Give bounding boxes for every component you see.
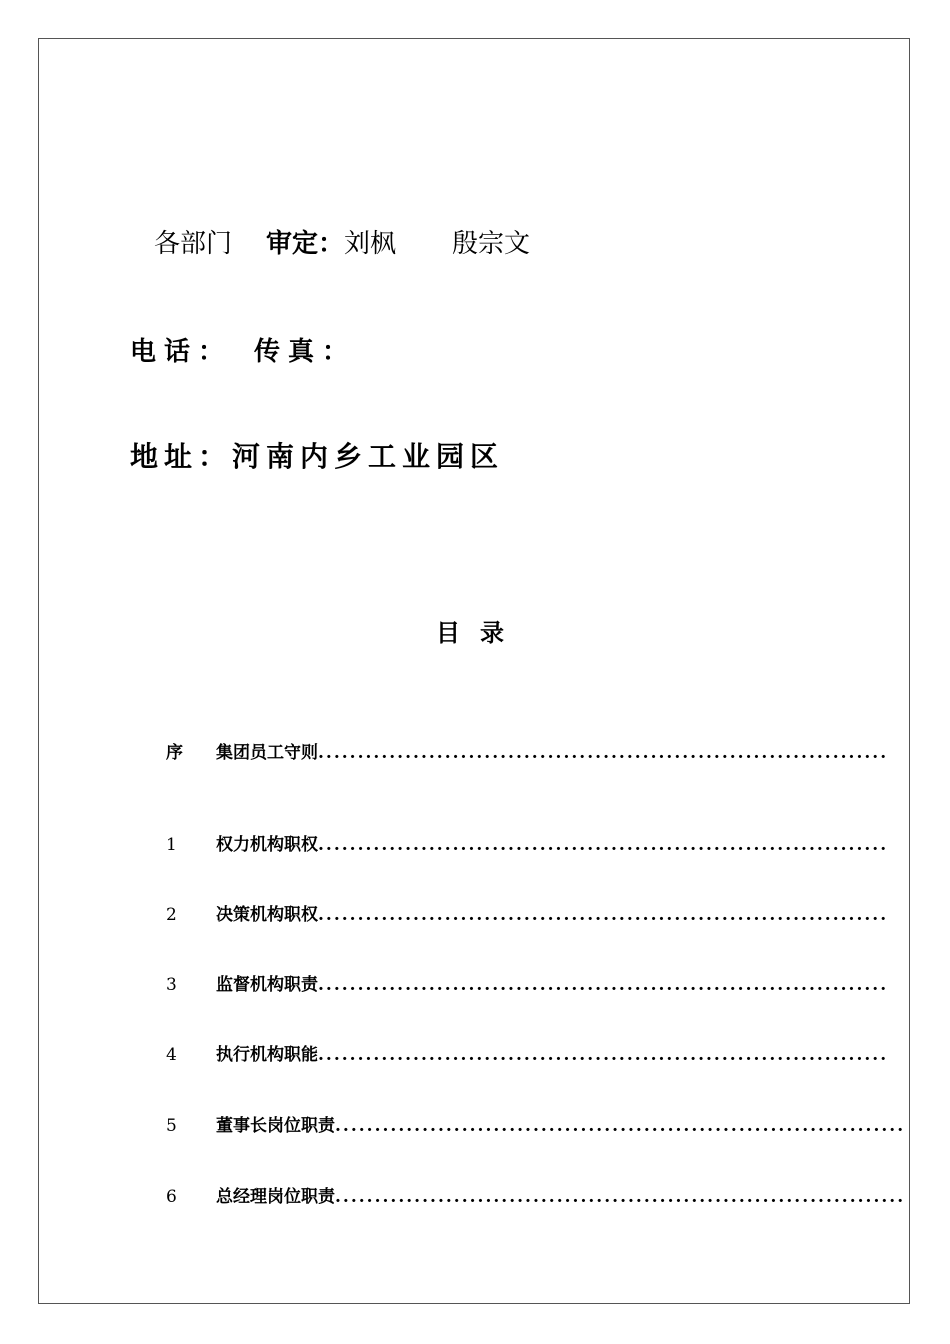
toc-entry-number: 6 xyxy=(166,1187,177,1207)
phone-label: 电话： xyxy=(130,337,233,367)
toc-entry[interactable] xyxy=(166,738,889,768)
toc-entry[interactable] xyxy=(166,1182,906,1212)
toc-entry-title: 总经理岗位职责 xyxy=(216,1187,335,1207)
toc-entry[interactable] xyxy=(166,900,889,930)
toc-entry[interactable] xyxy=(166,1040,889,1070)
approver-name-1: 刘枫 xyxy=(344,229,397,259)
toc-leader-dots: ........................................................................ xyxy=(318,743,889,763)
toc-entry-number: 3 xyxy=(166,975,177,995)
toc-entry-title: 董事长岗位职责 xyxy=(216,1116,335,1136)
toc-entry-number: 4 xyxy=(166,1045,177,1065)
toc-entry-number: 5 xyxy=(166,1116,177,1136)
toc-leader-dots: ........................................................................ xyxy=(318,1045,889,1065)
toc-leader-dots: ........................................................................ xyxy=(335,1187,906,1207)
toc-leader-dots: ........................................................................ xyxy=(318,975,889,995)
toc-entry-number: 2 xyxy=(166,905,177,925)
toc-entry-title: 决策机构职权 xyxy=(216,905,318,925)
toc-entry-number: 序 xyxy=(166,743,183,763)
toc-title: 目录 xyxy=(436,618,524,647)
fax-label: 传真： xyxy=(254,337,357,367)
approval-line xyxy=(154,226,530,262)
toc-entry-number: 1 xyxy=(166,835,177,855)
toc-entry[interactable] xyxy=(166,830,889,860)
toc-entry-title: 集团员工守则 xyxy=(216,743,318,763)
toc-leader-dots: ........................................................................ xyxy=(318,905,889,925)
approved-label: 审定： xyxy=(266,229,345,259)
address-line: 地址：河南内乡工业园区 xyxy=(130,440,505,473)
approver-name-2: 殷宗文 xyxy=(452,229,531,259)
toc-entry[interactable] xyxy=(166,1111,906,1141)
toc-entry-title: 权力机构职权 xyxy=(216,835,318,855)
toc-leader-dots: ........................................................................ xyxy=(318,835,889,855)
toc-leader-dots: ........................................................................ xyxy=(335,1116,906,1136)
toc-entry[interactable] xyxy=(166,970,889,1000)
department-text: 各部门 xyxy=(154,229,233,259)
contact-line xyxy=(130,334,356,370)
toc-entry-title: 执行机构职能 xyxy=(216,1045,318,1065)
toc-entry-title: 监督机构职责 xyxy=(216,975,318,995)
